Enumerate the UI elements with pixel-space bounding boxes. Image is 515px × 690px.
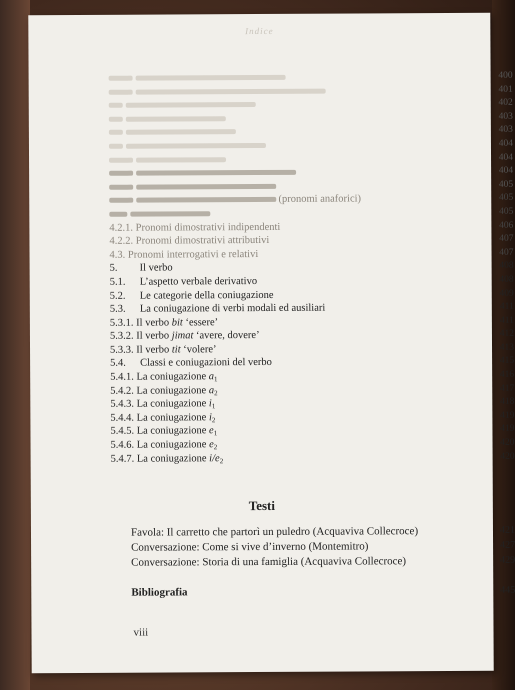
toc-title-italic: e (208, 425, 214, 437)
toc-title-italic: i/e (209, 452, 220, 464)
toc-page-number: 408 (499, 274, 514, 285)
testi-row (131, 555, 515, 572)
toc-page-number: 418 (500, 396, 515, 407)
toc-page-number: 415 (499, 356, 515, 367)
toc-title: 5.4.2. La coniugazione (110, 384, 209, 397)
toc-page-number: 419 (500, 410, 515, 421)
toc-section-number: 5.4. (110, 358, 126, 370)
toc-page-number: 417 (499, 383, 515, 394)
book-page (28, 13, 515, 673)
toc-title-subscript: 1 (213, 375, 218, 384)
toc-page-number: 416 (499, 369, 515, 380)
toc-title: 4.2.2. Pronomi dimostrativi attributivi (109, 235, 270, 247)
toc-title: 5.3.3. Il verbo (110, 344, 172, 356)
section-heading-testi: Testi (248, 497, 276, 514)
toc-title-italic: e (209, 439, 214, 451)
book-left-edge (0, 0, 30, 690)
toc-title: 5.4.4. La coniugazione (110, 412, 209, 424)
toc-title-subscript: 1 (211, 402, 216, 411)
toc-title-italic: i (208, 398, 212, 410)
testi-list (131, 525, 515, 572)
toc-page-number: 401 (498, 84, 513, 95)
toc-title-subscript: 2 (211, 416, 216, 425)
testi-page-number: 429 (500, 554, 515, 566)
toc-page-number: 419 (500, 424, 515, 435)
toc-title-italic: a (208, 384, 215, 396)
toc-title-gloss: ‘avere, dovere’ (193, 330, 260, 342)
toc-title-subscript: 2 (219, 456, 224, 465)
bibliografia-page-number: 445 (500, 584, 515, 596)
toc-section-number: 5.2. (109, 290, 126, 302)
toc-title: 5.4.7. La coniugazione (110, 452, 210, 465)
toc-page-number: 413 (499, 342, 515, 353)
toc-page-number: 407 (499, 233, 514, 244)
toc-title-italic: bit (171, 317, 183, 329)
toc-page-number: 420 (500, 451, 515, 462)
toc-page-number: 407 (499, 247, 514, 258)
toc-title: (pronomi anaforici) (278, 193, 362, 206)
toc-title-gloss: ‘essere’ (182, 316, 219, 329)
toc-title: La coniugazione di verbi modali ed ausiliari (139, 302, 326, 315)
testi-page-number: 421 (499, 524, 515, 536)
toc-title-italic: tit (171, 344, 181, 356)
toc-page-number: 412 (499, 328, 514, 340)
toc-title: Le categorie della coniugazione (139, 289, 274, 302)
toc-title-italic: jimat (171, 330, 194, 342)
toc-page-number: 420 (500, 437, 515, 448)
toc-title: 5.3.2. Il verbo (109, 330, 172, 343)
toc-title-subscript: 1 (213, 429, 218, 438)
table-of-contents (109, 71, 515, 467)
toc-title-italic: i (208, 412, 212, 424)
toc-title: 4.2.1. Pronomi dimostrativi indipendenti (109, 221, 281, 234)
toc-page-number: 404 (498, 152, 514, 163)
toc-page-number: 411 (499, 301, 514, 312)
toc-title: 5.4.5. La coniugazione (110, 425, 210, 438)
toc-page-number: 405 (498, 193, 514, 204)
testi-title: Conversazione: Storia di una famiglia (Acquaviva Collecroce) (131, 555, 407, 569)
toc-page-number: 405 (498, 179, 514, 190)
toc-section-number: 5.3. (109, 303, 126, 315)
page-folio: viii (133, 626, 149, 639)
toc-page-number: 405 (499, 206, 514, 217)
testi-page-number: 427 (500, 539, 515, 551)
toc-title: Il verbo (139, 262, 173, 274)
toc-title: 5.4.6. La coniugazione (110, 439, 210, 451)
toc-section-number: 5.1. (109, 276, 126, 288)
toc-page-number: 403 (498, 111, 513, 122)
testi-title: Conversazione: Come si vive d’inverno (Montemitro) (131, 540, 369, 554)
toc-page-number: 404 (498, 138, 513, 149)
toc-section-number: 5. (109, 263, 118, 275)
toc-title-subscript: 2 (214, 388, 218, 397)
toc-title: Classi e coniugazioni del verbo (140, 357, 272, 370)
toc-page-number: 400 (498, 70, 513, 81)
toc-page-number: 409 (499, 288, 514, 299)
toc-page-number: 404 (498, 165, 514, 176)
toc-title-italic: a (208, 371, 215, 383)
toc-title: 5.3.1. Il verbo (109, 317, 172, 329)
bibliografia-entry (131, 585, 515, 599)
toc-title-subscript: 2 (213, 443, 218, 452)
toc-page-number: 408 (499, 260, 514, 272)
bibliografia-label: Bibliografia (131, 586, 188, 599)
toc-title-gloss: ‘volere’ (180, 344, 217, 356)
running-header: Indice (245, 25, 274, 37)
toc-title: L’aspetto verbale derivativo (139, 275, 258, 288)
toc-page-number: 402 (498, 97, 513, 108)
toc-title: 5.4.3. La coniugazione (110, 398, 209, 411)
testi-title: Favola: Il carretto che partorì un puledro (Acquaviva Collecroce) (130, 525, 419, 539)
toc-page-number: 411 (499, 315, 514, 326)
toc-row (111, 451, 515, 467)
toc-title: 4.3. Pronomi interrogativi e relativi (109, 248, 259, 261)
toc-title: 5.4.1. La coniugazione (110, 371, 209, 383)
toc-page-number: 403 (498, 125, 513, 136)
toc-page-number: 406 (499, 220, 514, 231)
